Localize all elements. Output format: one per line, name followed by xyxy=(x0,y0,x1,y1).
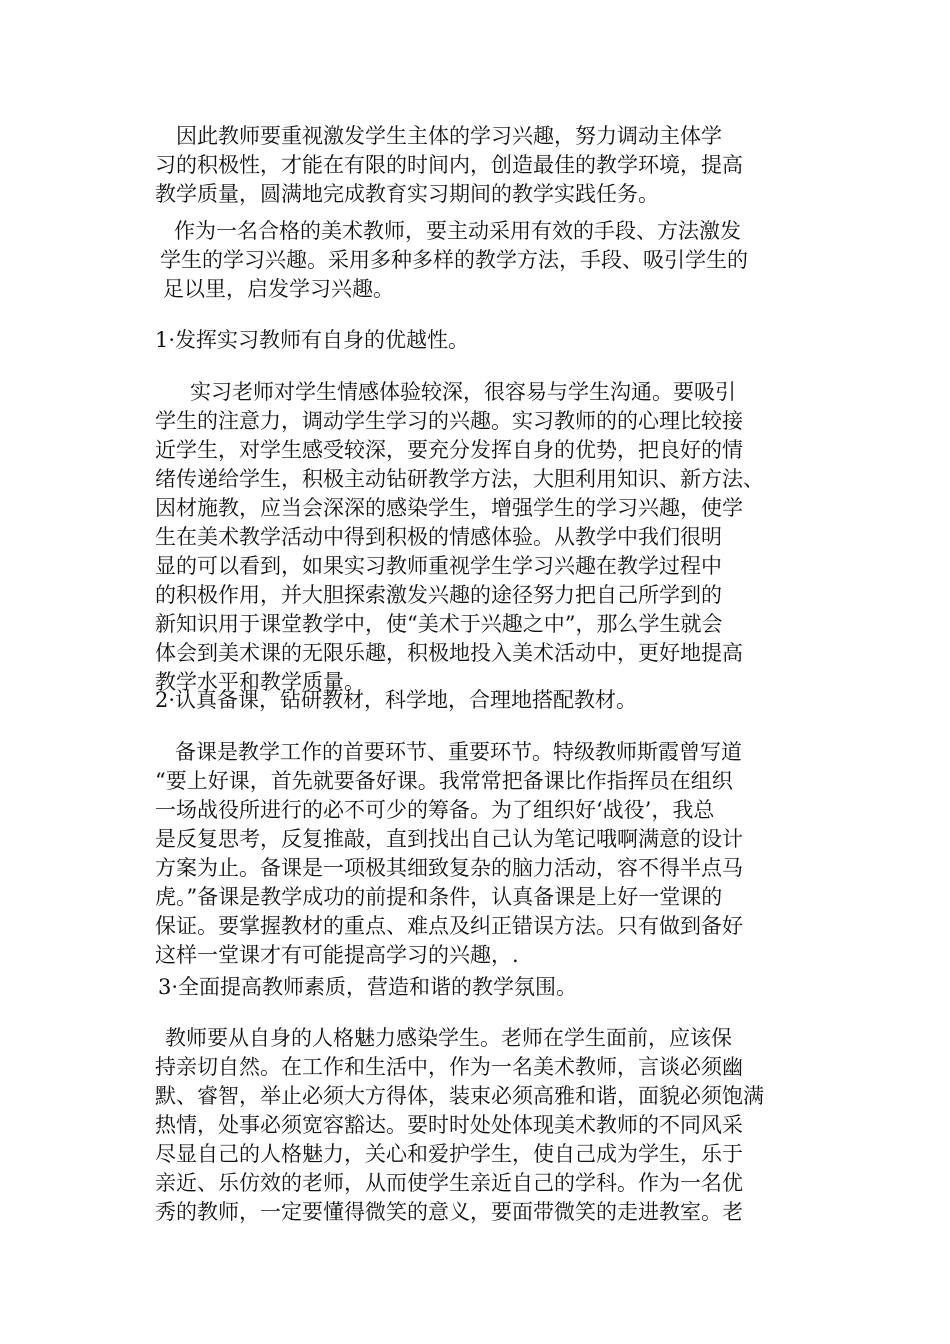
section-heading-3: 3·全面提高教师素质，营造和谐的教学氛围。 xyxy=(158,975,578,999)
text-line: 教师要从自身的人格魅力感染学生。老师在学生面前，应该保 xyxy=(165,1026,732,1050)
text-line: 足以里，启发学习兴趣。 xyxy=(163,277,394,301)
text-line: 默、睿智，举止必须大方得体，装束必须高雅和谐，面貌必须饱满 xyxy=(155,1084,764,1108)
text-line: 亲近、乐仿效的老师，从而使学生亲近自己的学科。作为一名优 xyxy=(155,1171,743,1195)
text-line: 这样一堂课才有可能提高学习的兴趣，. xyxy=(155,943,519,967)
text-line: 学生的学习兴趣。采用多种多样的教学方法，手段、吸引学生的 xyxy=(160,248,748,272)
text-line: 因此教师要重视激发学生主体的学习兴趣，努力调动主体学 xyxy=(155,124,722,148)
text-line: 是反复思考，反复推敲，直到找出自己认为笔记哦啊满意的设计 xyxy=(155,827,743,851)
text-line: 保证。要掌握教材的重点、难点及纠正错误方法。只有做到备好 xyxy=(155,914,743,938)
text-line: 备课是教学工作的首要环节、重要环节。特级教师斯霞曾写道 xyxy=(175,740,742,764)
text-line: 生在美术教学活动中得到积极的情感体验。从教学中我们很明 xyxy=(155,525,722,549)
text-line: “要上好课，首先就要备好课。我常常把备课比作指挥员在组织 xyxy=(155,769,733,793)
text-line: 显的可以看到，如果实习教师重视学生学习兴趣在教学过程中 xyxy=(155,554,722,578)
text-line: 的积极作用，并大胆探索激发兴趣的途径努力把自己所学到的 xyxy=(155,583,722,607)
text-line: 学生的注意力，调动学生学习的兴趣。实习教师的的心理比较接 xyxy=(155,409,743,433)
text-line: 秀的教师，一定要懂得微笑的意义，要面带微笑的走进教室。老 xyxy=(155,1200,743,1224)
text-line: 热情，处事必须宽容豁达。要时时处处体现美术教师的不同风采 xyxy=(155,1113,743,1137)
text-line: 体会到美术课的无限乐趣，积极地投入美术活动中，更好地提高 xyxy=(155,641,743,665)
paragraph-art-teacher xyxy=(160,217,748,304)
text-line: 尽显自己的人格魅力，关心和爱护学生，使自己成为学生，乐于 xyxy=(155,1142,743,1166)
text-line: 实习老师对学生情感体验较深，很容易与学生沟通。要吸引 xyxy=(169,380,736,404)
text-line: 教学质量，圆满地完成教育实习期间的教学实践任务。 xyxy=(155,182,659,206)
text-line: 新知识用于课堂教学中，使“美术于兴趣之中”，那么学生就会 xyxy=(155,612,723,636)
text-line: 一场战役所进行的必不可少的筹备。为了组织好‘战役’，我总 xyxy=(155,798,715,822)
paragraph-section-1 xyxy=(155,378,764,697)
text-line: 因材施教，应当会深深的感染学生，增强学生的学习兴趣，使学 xyxy=(155,496,743,520)
paragraph-intro xyxy=(155,122,743,209)
text-line: 绪传递给学生，积极主动钻研教学方法，大胆利用知识、新方法、 xyxy=(155,467,764,491)
section-heading-2: 2·认真备课，钻研教材，科学地，合理地搭配教材。 xyxy=(155,688,638,712)
text-line: 作为一名合格的美术教师，要主动采用有效的手段、方法激发 xyxy=(174,219,741,243)
section-heading-1: 1·发挥实习教师有自身的优越性。 xyxy=(155,328,470,352)
paragraph-section-2 xyxy=(155,738,743,970)
text-line: 持亲切自然。在工作和生活中，作为一名美术教师，言谈必须幽 xyxy=(155,1055,743,1079)
paragraph-section-3 xyxy=(155,1024,764,1227)
text-line: 教学水平和教学质量。 xyxy=(155,670,365,694)
text-line: 习的积极性，才能在有限的时间内，创造最佳的教学环境，提高 xyxy=(155,153,743,177)
text-line: 虎。”备课是教学成功的前提和条件，认真备课是上好一堂课的 xyxy=(155,885,723,909)
text-line: 近学生，对学生感受较深，要充分发挥自身的优势，把良好的情 xyxy=(155,438,743,462)
text-line: 方案为止。备课是一项极其细致复杂的脑力活动，容不得半点马 xyxy=(155,856,743,880)
